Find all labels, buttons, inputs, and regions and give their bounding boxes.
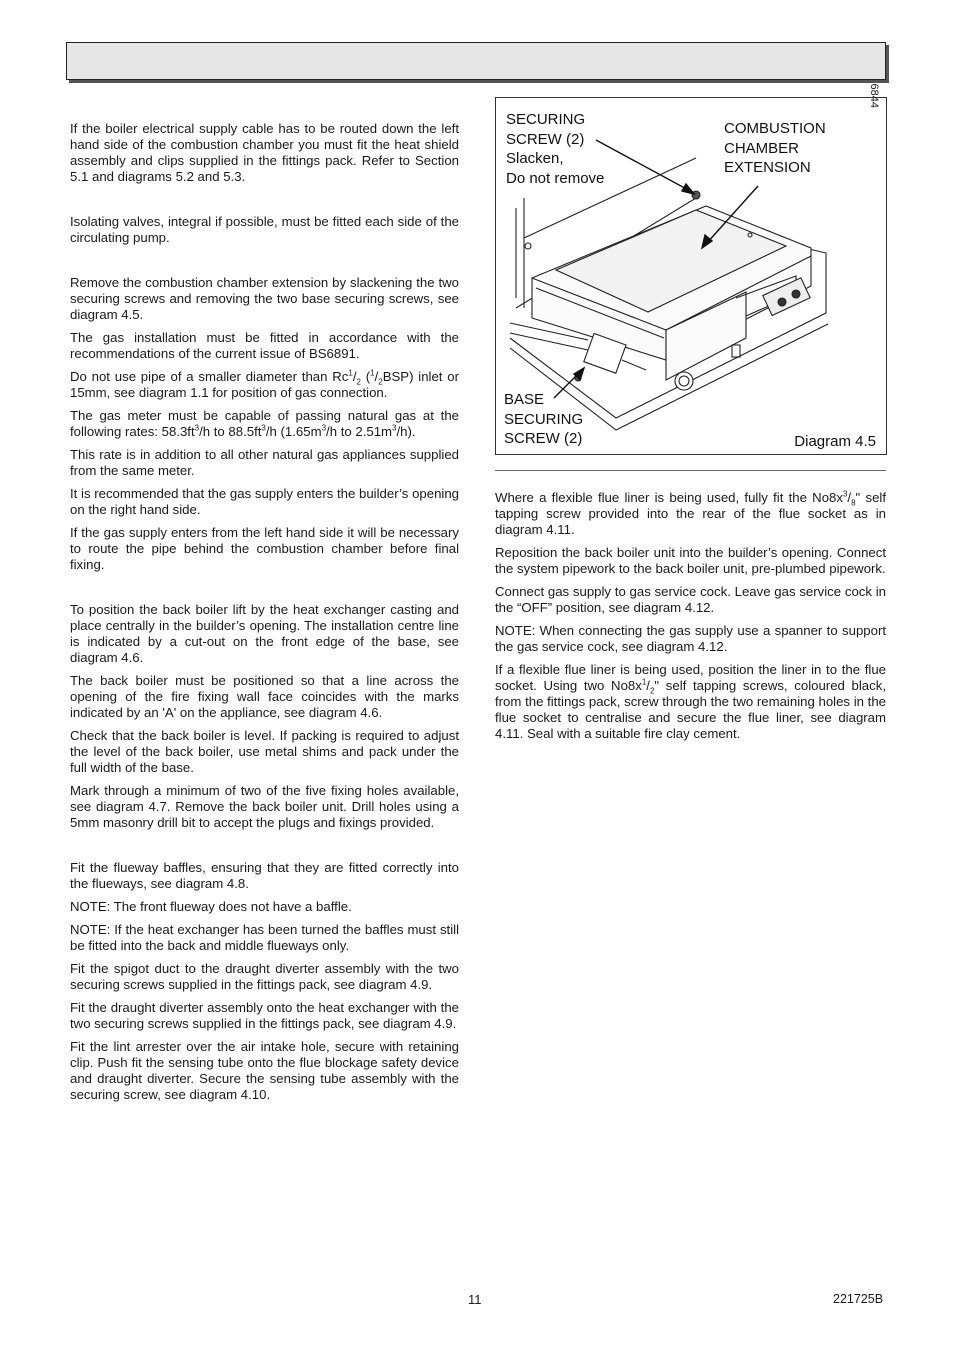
paragraph: Fit the spigot duct to the draught diverter assembly with the two securing screws supplied in the fittings pack, see diagram 4.9. [70,961,459,992]
paragraph: Remove the combustion chamber extension by slackening the two securing screws and removing the two base securing screws, see diagram 4.5. [70,275,459,322]
paragraph: NOTE: When connecting the gas supply use a spanner to support the gas service cock, see diagram 4.12. [495,623,886,654]
paragraph: Check that the back boiler is level. If packing is required to adjust the level of the back boiler, use metal shims and pack under the full width of the base. [70,728,459,775]
document-code: 221725B [833,1292,884,1306]
diagram-code: 6844 [868,83,880,108]
paragraph: Mark through a minimum of two of the five fixing holes available, see diagram 4.7. Remove the back boiler unit. Drill holes using a 5mm masonry drill bit to accept the plugs and fixings provided. [70,783,459,830]
paragraph: The gas installation must be fitted in accordance with the recommendations of the current issue of BS6891. [70,330,459,361]
paragraph: Reposition the back boiler unit into the builder’s opening. Connect the system pipework to the back boiler unit, pre-plumbed pipework. [495,545,886,576]
label-base-securing-screw: BASE SECURING SCREW (2) [504,391,584,447]
page-number: 11 [468,1292,482,1307]
paragraph: The gas meter must be capable of passing natural gas at the following rates: $58.3ft^3/h$ to $88.5ft^3/h$ ($1.65m^3/h$ to $2.51m^3/h$). [70,408,459,439]
label-securing-screw: SECURING SCREW (2) Slacken, Do not remove [506,111,605,187]
paragraph: The back boiler must be positioned so that a line across the opening of the fire fixing wall face coincides with the marks indicated by an 'A' on the appliance, see diagram 4.6. [70,673,459,720]
paragraph: This rate is in addition to all other natural gas appliances supplied from the same meter. [70,447,459,478]
paragraph: If the boiler electrical supply cable has to be routed down the left hand side of the combustion chamber you must fit the heat shield assembly and clips supplied in the fittings pack. Refer to Section 5.1 and diagrams 5.2 and 5.3. [70,121,459,184]
paragraph: If the gas supply enters from the left hand side it will be necessary to route the pipe behind the combustion chamber before final fixing. [70,525,459,572]
right-column [495,490,886,749]
paragraph: It is recommended that the gas supply enters the builder’s opening on the right hand side. [70,486,459,517]
paragraph: Fit the flueway baffles, ensuring that they are fitted correctly into the flueways, see diagram 4.8. [70,860,459,891]
paragraph: Do not use pipe of a smaller diameter than $Rc^1/_2$ $(^1/_2BSP)$ inlet or 15mm, see diagram 1.1 for position of gas connection. [70,368,459,400]
paragraph: Isolating valves, integral if possible, must be fitted each side of the circulating pump. [70,214,459,245]
paragraph: Where a flexible flue liner is being used, fully fit the $No8x^3/_8$" self tapping screw provided into the rear of the flue socket as in diagram 4.11. [495,489,886,537]
section-header-bar [66,42,886,80]
diagram-caption: Diagram 4.5 [794,433,876,450]
paragraph: Fit the lint arrester over the air intake hole, secure with retaining clip. Push fit the sensing tube onto the flue blockage safety device and draught diverter. Secure the sensing tube assembly with the securing screw, see diagram 4.10. [70,1039,459,1102]
paragraph: NOTE: If the heat exchanger has been turned the baffles must still be fitted into the back and middle flueways only. [70,922,459,953]
paragraph: NOTE: The front flueway does not have a baffle. [70,899,352,914]
diagram-4-5 [495,83,887,455]
label-combustion-chamber-extension: COMBUSTION CHAMBER EXTENSION [724,120,826,176]
divider [495,470,886,471]
paragraph: To position the back boiler lift by the heat exchanger casting and place centrally in the builder’s opening. The installation centre line is indicated by a cut-out on the front edge of the base, see diagram 4.6. [70,602,459,665]
paragraph: If a flexible flue liner is being used, position the liner in to the flue socket. Using two $No8x^1/_2$" self tapping screws, coloured black, from the fittings pack, screw through the two remaining holes in the flue socket to centralise and secure the flue liner, see diagram 4.11. Seal with a suitable fire clay cement. [495,662,886,741]
paragraph: Fit the draught diverter assembly onto the heat exchanger with the two securing screws supplied in the fittings pack, see diagram 4.9. [70,1000,459,1031]
left-column [70,121,459,1110]
paragraph: Connect gas supply to gas service cock. Leave gas service cock in the “OFF” position, see diagram 4.12. [495,584,886,615]
